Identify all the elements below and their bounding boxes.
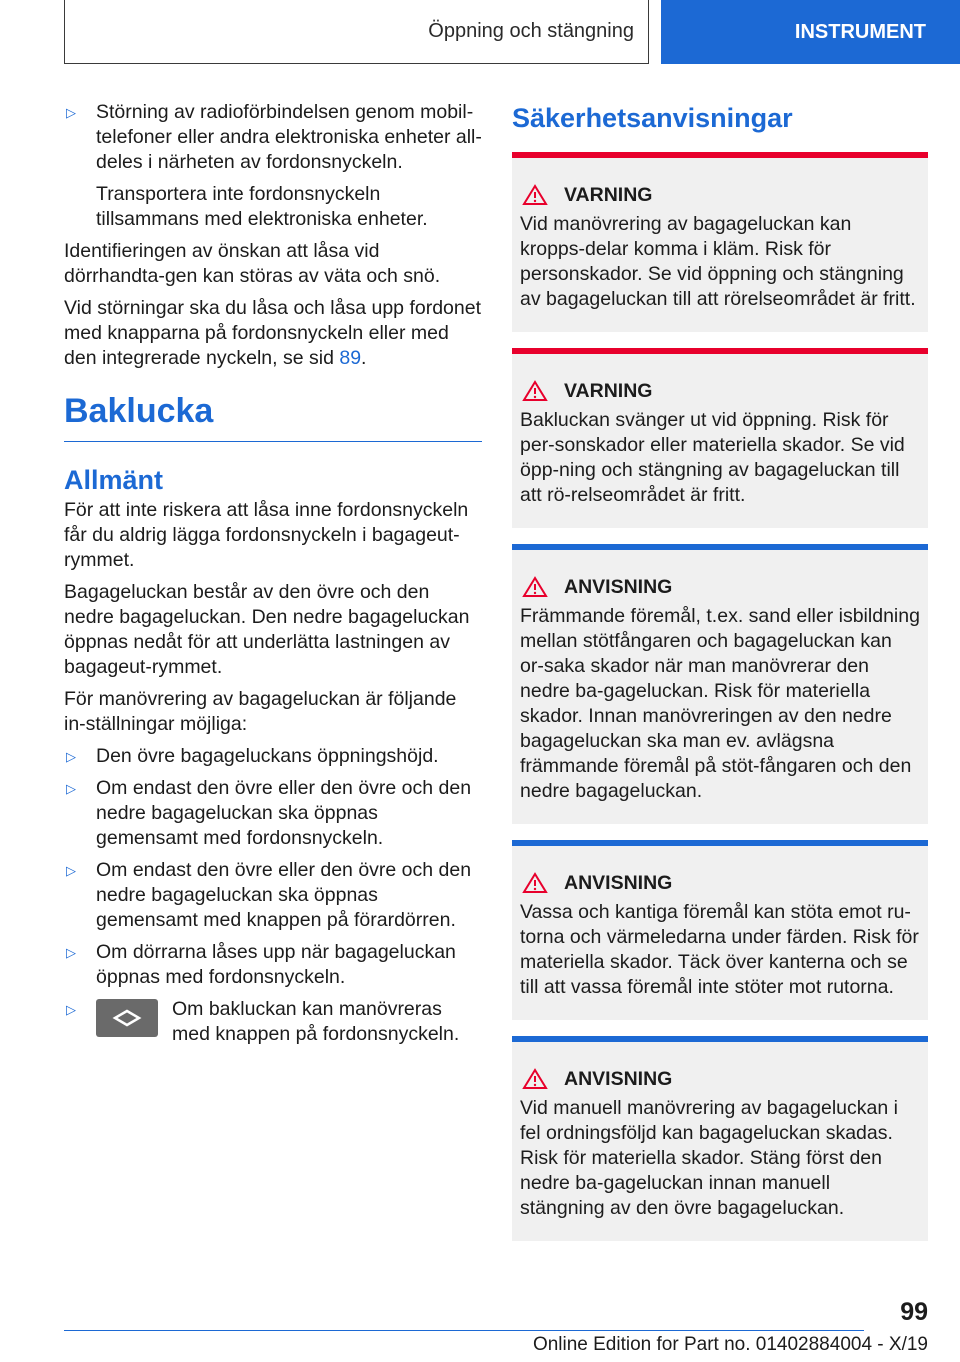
header-chapter-tab[interactable]: [661, 0, 960, 64]
warning-triangle-icon: [522, 872, 548, 894]
notice-box: [512, 544, 928, 824]
notice-label: ANVISNING: [564, 872, 673, 894]
notice-text: Vassa och kantiga föremål kan stöta emot ru-torna och värmeledarna under färden. Risk för materiella skador. Täck över kanterna och se till att vassa föremål inte stöter mot rutorna.: [520, 901, 919, 998]
notice-box: [512, 840, 928, 1020]
paragraph: Identifieringen av önskan att låsa vid dörrhandta-gen kan störas av väta och snö.: [64, 240, 441, 287]
warning-text: Bakluckan svänger ut vid öppning. Risk för per-sonskador eller materiella skador. Se vid öpp-ning och stängning av bagageluckan till att rö-relseområdet är fritt.: [520, 409, 905, 506]
triangle-bullet-icon: ▷: [66, 945, 76, 960]
footer-divider: [64, 1330, 864, 1331]
safety-title: Säkerhetsanvisningar: [512, 103, 793, 133]
notice-label: ANVISNING: [564, 576, 673, 598]
section-title: Baklucka: [64, 391, 482, 442]
warning-triangle-icon: [522, 184, 548, 206]
list-item: ▷ Om endast den övre eller den övre och den nedre bagageluckan ska öppnas gemensamt med fordonsnyckeln.: [66, 777, 472, 849]
list-item: ▷ Om endast den övre eller den övre och den nedre bagageluckan ska öppnas gemensamt med knappen på förardörren.: [66, 859, 472, 931]
left-column: [64, 100, 482, 1054]
list-item: ▷ Om dörrarna låses upp när bagageluckan öppnas med fordonsnyckeln.: [66, 941, 456, 988]
page-number: 99: [900, 1298, 928, 1326]
warning-text: Vid manövrering av bagageluckan kan kropps-delar komma i kläm. Risk för personskador. Se vid öppning och stängning av bagageluckan till att rörelseområdet är fritt.: [520, 213, 916, 310]
list-item: ▷ Den övre bagageluckans öppningshöjd.: [66, 745, 439, 767]
triangle-bullet-icon: ▷: [66, 863, 76, 878]
header-section-box: [64, 0, 649, 64]
paragraph: För manövrering av bagageluckan är följande in-ställningar möjliga:: [64, 688, 457, 735]
warning-box: [512, 152, 928, 332]
warning-label: VARNING: [564, 380, 653, 402]
subsection-title: Allmänt: [64, 465, 164, 495]
footer-edition: Online Edition for Part no. 01402884004 - X/19: [532, 1334, 928, 1355]
warning-triangle-icon: [522, 1068, 548, 1090]
paragraph-with-link: Vid störningar ska du låsa och låsa upp fordonet med knapparna på fordonsnyckeln eller med den integrerade nyckeln, se sid 89.: [64, 297, 481, 369]
warning-triangle-icon: [522, 380, 548, 402]
right-column: [512, 100, 928, 1257]
warning-label: VARNING: [564, 184, 653, 206]
bullet-text: Störning av radioförbindelsen genom mobil-telefoner eller andra elektroniska enheter all-deles i närheten av fordonsnyckeln.: [96, 101, 482, 173]
warning-box: [512, 348, 928, 528]
notice-text: Vid manuell manövrering av bagageluckan i fel ordningsföljd kan bagageluckan skadas. Risk för materiella skador. Stäng först den nedre ba-gageluckan innan manuell stängning av den övre bagageluckan.: [520, 1097, 898, 1219]
triangle-bullet-icon: ▷: [66, 105, 76, 120]
header-chapter-label: INSTRUMENT: [794, 20, 926, 43]
page-link[interactable]: 89: [339, 347, 362, 369]
triangle-bullet-icon: ▷: [66, 749, 76, 764]
notice-box: [512, 1036, 928, 1241]
warning-triangle-icon: [522, 576, 548, 598]
triangle-bullet-icon: ▷: [66, 781, 76, 796]
trunk-key-button-icon: [96, 999, 158, 1037]
notice-label: ANVISNING: [564, 1068, 673, 1090]
list-item: [64, 100, 482, 232]
notice-text: Främmande föremål, t.ex. sand eller isbildning mellan stötfångaren och bagageluckan kan or-saka skador när man manövrerar den nedre ba-gageluckan. Risk för materiella skador. Innan manövreringen av den nedre bagageluckan ska man ev. avlägsna främmande föremål på stöt-fångaren och den nedre bagageluckan.: [520, 605, 920, 802]
bullet-continuation: Transportera inte fordonsnyckeln tillsammans med elektroniska enheter.: [96, 183, 428, 230]
header-section-title: Öppning och stängning: [428, 20, 634, 42]
triangle-bullet-icon: ▷: [66, 1002, 76, 1017]
paragraph: Bagageluckan består av den övre och den nedre bagageluckan. Den nedre bagageluckan öppnas nedåt för att underlätta lastningen av bagageut-rymmet.: [64, 581, 470, 678]
paragraph: För att inte riskera att låsa inne fordonsnyckeln får du aldrig lägga fordonsnyckeln i bagageut-rymmet.: [64, 499, 469, 571]
list-item: ▷ Om bakluckan kan manövreras med knappen på fordonsnyckeln.: [66, 998, 460, 1045]
